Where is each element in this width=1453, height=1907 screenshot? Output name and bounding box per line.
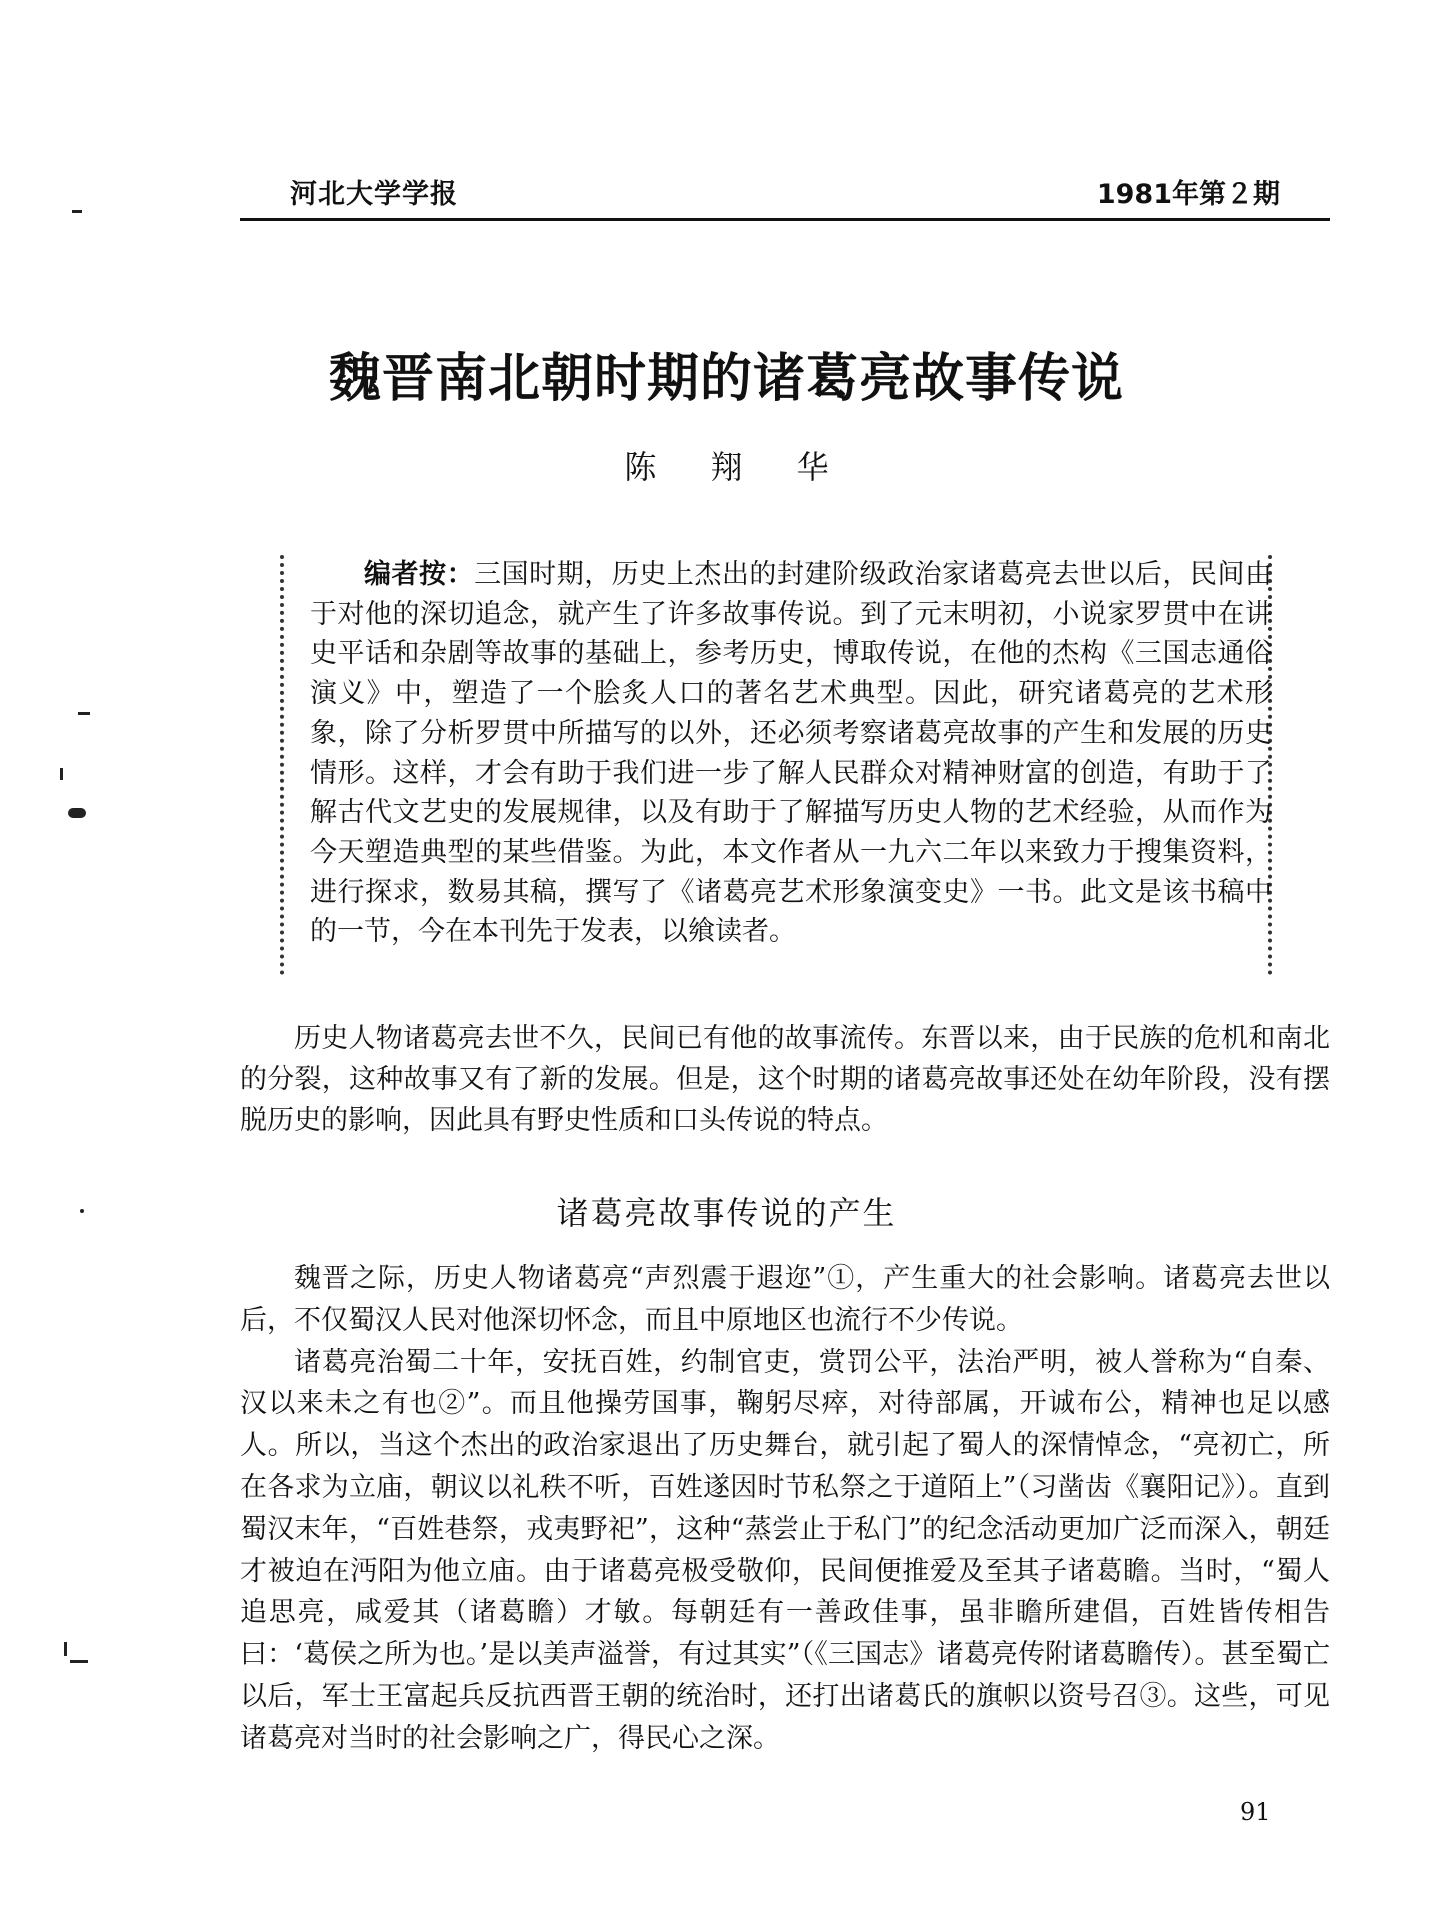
scan-speck bbox=[60, 768, 63, 780]
body-paragraph: 诸葛亮治蜀二十年，安抚百姓，约制官吏，赏罚公平，法治严明，被人誉称为“自秦、汉以来未之有也②”。而且他操劳国事，鞠躬尽瘁，对待部属，开诚布公，精神也足以感人。所以，当这个杰出的政治家退出了历史舞台，就引起了蜀人的深情悼念，“亮初亡，所在各求为立庙，朝议以礼秩不听，百姓遂因时节私祭之于道陌上”（习凿齿《襄阳记》）。直到蜀汉末年，“百姓巷祭，戎夷野祀”，这种“蒸尝止于私门”的纪念活动更加广泛而深入，朝廷才被迫在沔阳为他立庙。由于诸葛亮极受敬仰，民间便推爱及至其子诸葛瞻。当时，“蜀人追思亮，咸爱其（诸葛瞻）才敏。每朝廷有一善政佳事，虽非瞻所建倡，百姓皆传相告曰：‘葛侯之所为也。’是以美声溢誉，有过其实”（《三国志》诸葛亮传附诸葛瞻传）。甚至蜀亡以后，军士王富起兵反抗西晋王朝的统治时，还打出诸葛氏的旗帜以资号召③。这些，可见诸葛亮对当时的社会影响之广，得民心之深。 bbox=[240, 1346, 1330, 1754]
article-title: 魏晋南北朝时期的诸葛亮故事传说 bbox=[328, 349, 1124, 409]
scan-speck bbox=[70, 1660, 88, 1663]
editor-note bbox=[310, 555, 1272, 952]
page-number: 91 bbox=[1240, 1798, 1271, 1826]
scan-speck bbox=[68, 808, 86, 818]
editor-note-label: 编者按： bbox=[364, 559, 475, 590]
article-author: 陈 翔 华 bbox=[624, 448, 851, 486]
scan-speck bbox=[78, 712, 90, 715]
scan-speck bbox=[72, 210, 82, 213]
scan-speck bbox=[80, 1209, 84, 1213]
section-heading: 诸葛亮故事传说的产生 bbox=[556, 1194, 897, 1232]
header-divider bbox=[240, 218, 1330, 221]
section-body bbox=[240, 1258, 1330, 1760]
body-paragraph: 魏晋之际，历史人物诸葛亮“声烈震于遐迩”①，产生重大的社会影响。诸葛亮去世以后，不仅蜀汉人民对他深切怀念，而且中原地区也流行不少传说。 bbox=[240, 1263, 1330, 1336]
journal-name: 河北大学学报 bbox=[290, 179, 458, 210]
scan-speck bbox=[64, 1642, 67, 1656]
intro-paragraph: 历史人物诸葛亮去世不久，民间已有他的故事流传。东晋以来，由于民族的危机和南北的分裂，这种故事又有了新的发展。但是，这个时期的诸葛亮故事还处在幼年阶段，没有摆脱历史的影响，因此具有野史性质和口头传说的特点。 bbox=[240, 1023, 1330, 1136]
editor-note-body: 三国时期，历史上杰出的封建阶级政治家诸葛亮去世以后，民间由于对他的深切追念，就产生了许多故事传说。到了元末明初，小说家罗贯中在讲史平话和杂剧等故事的基础上，参考历史，博取传说，在他的杰构《三国志通俗演义》中，塑造了一个脍炙人口的著名艺术典型。因此，研究诸葛亮的艺术形象，除了分析罗贯中所描写的以外，还必须考察诸葛亮故事的产生和发展的历史情形。这样，才会有助于我们进一步了解人民群众对精神财富的创造，有助于了解古代文艺史的发展规律，以及有助于了解描写历史人物的艺术经验，从而作为今天塑造典型的某些借鉴。为此，本文作者从一九六二年以来致力于搜集资料，进行探求，数易其稿，撰写了《诸葛亮艺术形象演变史》一书。此文是该书稿中的一节，今在本刊先于发表，以飨读者。 bbox=[310, 559, 1272, 948]
issue-label: 1981年第２期 bbox=[1096, 179, 1280, 210]
